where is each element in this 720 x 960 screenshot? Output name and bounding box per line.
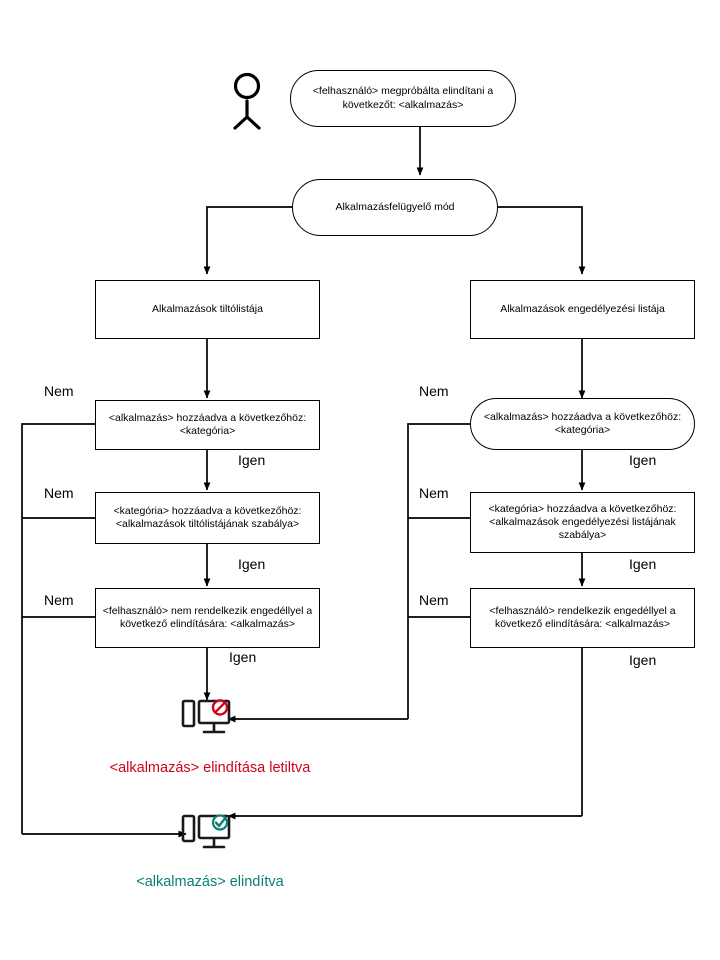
outcome-started-app: <alkalmazás> — [136, 874, 226, 890]
edge-label-yes-deny-2: Igen — [238, 556, 266, 572]
node-allow-app-in-category — [470, 398, 695, 450]
node-deny-category-in-rule — [95, 492, 320, 544]
node-allowlist-label: Alkalmazások engedélyezési listája — [500, 302, 665, 315]
edge-label-yes-deny-1: Igen — [238, 452, 266, 468]
monitor-allowed-icon — [180, 813, 234, 857]
node-denylist-label: Alkalmazások tiltólistája — [152, 302, 263, 315]
node-deny-category-in-rule-label: <kategória> hozzáadva a következőhöz: <alkalmazások tiltólistájának szabálya> — [113, 504, 302, 530]
edge-label-yes-deny-3: Igen — [229, 649, 257, 665]
monitor-blocked-icon — [180, 698, 234, 742]
node-deny-user-no-permission — [95, 588, 320, 648]
node-deny-app-in-category — [95, 400, 320, 450]
edge-label-yes-allow-2: Igen — [629, 556, 657, 572]
edge-label-no-deny-3: Nem — [44, 592, 74, 608]
node-allow-category-in-rule — [470, 492, 695, 553]
edge-label-yes-allow-1: Igen — [629, 452, 657, 468]
outcome-blocked-app: <alkalmazás> — [109, 760, 200, 776]
outcome-blocked-text: elindítása letiltva — [203, 760, 311, 776]
outcome-started-caption — [40, 874, 380, 890]
edge-label-no-allow-1: Nem — [419, 383, 449, 399]
node-denylist — [95, 280, 320, 339]
node-mode-label: Alkalmazásfelügyelő mód — [335, 200, 455, 213]
node-deny-user-no-permission-label: <felhasználó> nem rendelkezik engedéllyel a következő elindítására: <alkalmazás> — [102, 604, 313, 630]
outcome-started-text: elindítva — [229, 874, 284, 890]
node-deny-app-in-category-label: <alkalmazás> hozzáadva a következőhöz: <kategória> — [108, 411, 307, 437]
edge-label-no-deny-2: Nem — [44, 485, 74, 501]
edge-label-no-allow-2: Nem — [419, 485, 449, 501]
node-allow-user-permission — [470, 588, 695, 648]
node-allowlist — [470, 280, 695, 339]
edge-label-no-deny-1: Nem — [44, 383, 74, 399]
node-start — [290, 70, 516, 127]
node-allow-user-permission-label: <felhasználó> rendelkezik engedéllyel a következő elindítására: <alkalmazás> — [489, 604, 676, 630]
node-application-control-mode — [292, 179, 498, 236]
user-person-icon — [216, 70, 278, 132]
node-allow-app-in-category-label: <alkalmazás> hozzáadva a következőhöz: <kategória> — [483, 410, 682, 436]
node-allow-category-in-rule-label: <kategória> hozzáadva a következőhöz: <alkalmazások engedélyezési listájának szabálya> — [488, 502, 677, 542]
node-start-label: <felhasználó> megpróbálta elindítani a következőt: <alkalmazás> — [312, 85, 494, 111]
outcome-blocked-caption — [40, 760, 380, 776]
edge-label-yes-allow-3: Igen — [629, 652, 657, 668]
edge-label-no-allow-3: Nem — [419, 592, 449, 608]
